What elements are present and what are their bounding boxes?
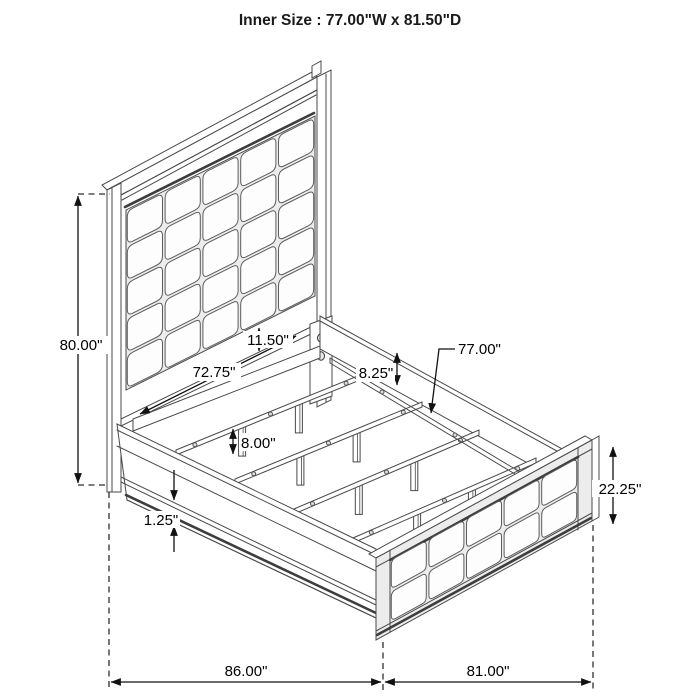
screw-hole [385, 470, 389, 474]
dim-label-panel-gap: 11.50" [247, 332, 289, 349]
dim-label-footboard-height: 22.25" [598, 481, 642, 498]
screw-hole [369, 531, 373, 535]
headboard-left-post [107, 183, 121, 492]
screw-hole [193, 443, 197, 447]
screw-hole [311, 502, 315, 506]
footboard-end-cap [592, 436, 599, 521]
diagram-title: Inner Size : 77.00"W x 81.50"D [238, 12, 462, 29]
dim-label-leg-height: 8.00" [241, 435, 276, 452]
screw-hole [344, 381, 348, 385]
dim-label-headboard-inner-width: 72.75" [192, 364, 236, 381]
dim-label-overall-width: 81.00" [466, 663, 510, 680]
dim-label-headboard-height: 80.00" [59, 337, 103, 354]
dim-panel-gap [243, 328, 293, 351]
screw-hole [401, 410, 405, 414]
support-leg [355, 484, 362, 514]
dim-label-rail-trim: 1.25" [143, 512, 179, 529]
screw-hole [327, 441, 331, 445]
support-leg [411, 461, 418, 491]
dim-label-overall-depth: 86.00" [224, 663, 268, 680]
screw-hole [443, 499, 447, 503]
screw-hole [252, 472, 256, 476]
support-leg [295, 403, 302, 433]
support-leg [353, 432, 360, 462]
dim-label-rail-height: 8.25" [358, 365, 394, 382]
screw-hole [269, 412, 273, 416]
dim-label-slat-width: 77.00" [458, 341, 501, 358]
support-leg [297, 455, 304, 485]
